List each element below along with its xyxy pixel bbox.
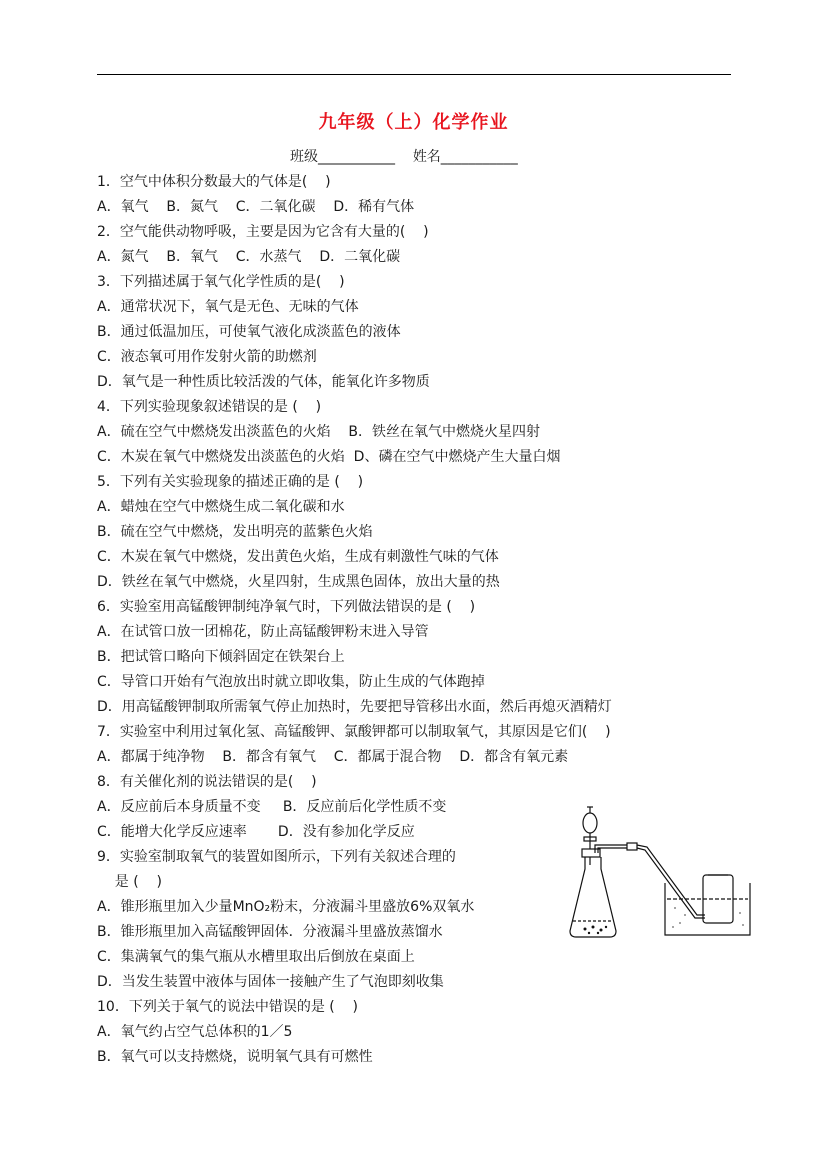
class-field[interactable]: 班级___________ xyxy=(290,149,395,165)
funnel-bulb xyxy=(583,813,597,833)
question-5: 5．下列有关实验现象的描述正确的是 ( ) xyxy=(97,474,364,490)
question-4-options-cd: C．木炭在氧气中燃烧发出淡蓝色的火焰 D、磷在空气中燃烧产生大量白烟 xyxy=(97,449,561,465)
question-5-option-c: C．木炭在氧气中燃烧，发出黄色火焰，生成有刺激性气味的气体 xyxy=(97,549,499,565)
name-field[interactable]: 姓名___________ xyxy=(412,149,518,165)
page-title: 九年级（上）化学作业 xyxy=(318,112,509,133)
oxygen-apparatus-diagram xyxy=(565,803,755,953)
question-1-options: A．氧气 B．氮气 C．二氧化碳 D．稀有气体 xyxy=(97,199,415,215)
question-8-options-cd: C．能增大化学反应速率 D．没有参加化学反应 xyxy=(97,824,415,840)
question-3: 3．下列描述属于氧气化学性质的是( ) xyxy=(97,274,345,290)
question-9: 9．实验室制取氧气的装置如图所示，下列有关叙述合理的 xyxy=(97,849,456,865)
question-4: 4．下列实验现象叙述错误的是 ( ) xyxy=(97,399,322,415)
question-5-option-a: A．蜡烛在空气中燃烧生成二氧化碳和水 xyxy=(97,499,345,515)
question-5-option-b: B．硫在空气中燃烧，发出明亮的蓝紫色火焰 xyxy=(97,524,373,540)
question-6-option-b: B．把试管口略向下倾斜固定在铁架台上 xyxy=(97,649,345,665)
question-3-option-c: C．液态氧可用作发射火箭的助燃剂 xyxy=(97,349,317,365)
question-8: 8．有关催化剂的说法错误的是( ) xyxy=(97,774,317,790)
question-7-options: A．都属于纯净物 B．都含有氧气 C．都属于混合物 D．都含有氧元素 xyxy=(97,749,569,765)
question-6: 6．实验室用高锰酸钾制纯净氧气时，下列做法错误的是 ( ) xyxy=(97,599,476,615)
stopper xyxy=(582,849,600,857)
delivery-tube xyxy=(595,845,705,915)
question-3-option-d: D．氧气是一种性质比较活泼的气体，能氧化许多物质 xyxy=(97,374,430,390)
question-9-option-c: C．集满氧气的集气瓶从水槽里取出后倒放在桌面上 xyxy=(97,949,415,965)
conical-flask xyxy=(570,857,616,937)
question-2-options: A．氮气 B．氧气 C．水蒸气 D．二氧化碳 xyxy=(97,249,401,265)
question-9-continued: 是 ( ) xyxy=(97,874,162,890)
question-9-option-b: B．锥形瓶里加入高锰酸钾固体．分液漏斗里盛放蒸馏水 xyxy=(97,924,443,940)
question-4-options-ab: A．硫在空气中燃烧发出淡蓝色的火焰 B．铁丝在氧气中燃烧火星四射 xyxy=(97,424,540,440)
question-8-options-ab: A．反应前后本身质量不变 B．反应前后化学性质不变 xyxy=(97,799,447,815)
question-6-option-a: A．在试管口放一团棉花，防止高锰酸钾粉末进入导管 xyxy=(97,624,429,640)
question-3-option-b: B．通过低温加压，可使氧气液化成淡蓝色的液体 xyxy=(97,324,401,340)
student-info-line xyxy=(290,146,518,166)
header-rule xyxy=(97,74,731,75)
question-7: 7．实验室中利用过氧化氢、高锰酸钾、氯酸钾都可以制取氧气，其原因是它们( ) xyxy=(97,724,611,740)
question-9-option-d: D．当发生装置中液体与固体一接触产生了气泡即刻收集 xyxy=(97,974,444,990)
question-10-option-b: B．氧气可以支持燃烧，说明氧气具有可燃性 xyxy=(97,1049,373,1065)
question-10-option-a: A．氧气约占空气总体积的1／5 xyxy=(97,1024,293,1040)
question-10: 10．下列关于氧气的说法中错误的是 ( ) xyxy=(97,999,358,1015)
question-3-option-a: A．通常状况下，氧气是无色、无味的气体 xyxy=(97,299,359,315)
question-2: 2．空气能供动物呼吸，主要是因为它含有大量的( ) xyxy=(97,224,429,240)
water-trough xyxy=(665,883,750,935)
question-5-option-d: D．铁丝在氧气中燃烧，火星四射，生成黑色固体，放出大量的热 xyxy=(97,574,500,590)
question-6-option-d: D．用高锰酸钾制取所需氧气停止加热时，先要把导管移出水面，然后再熄灭酒精灯 xyxy=(97,699,612,715)
question-1: 1．空气中体积分数最大的气体是( ) xyxy=(97,174,331,190)
question-6-option-c: C．导管口开始有气泡放出时就立即收集，防止生成的气体跑掉 xyxy=(97,674,485,690)
question-9-option-a: A．锥形瓶里加入少量MnO₂粉末，分液漏斗里盛放6%双氧水 xyxy=(97,899,475,915)
